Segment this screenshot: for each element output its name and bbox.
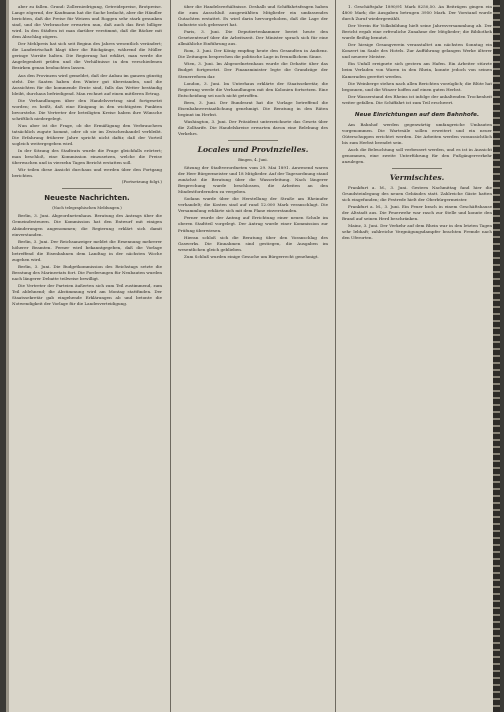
paragraph: Der Verein für Volksbildung hielt seine Jahresversammlung ab. Der Bericht ergab eine erfreuliche Zunahme der Mitglieder; die Bibliothek wurde fleißig benutzt.: [342, 23, 492, 41]
paragraph: Bern, 3. Juni. Der Bundesrat hat die Vorlage betreffend die Eisenbahnverstaatlichung genehmigt. Die Beratung in den Räten beginnt im Herbst.: [178, 99, 328, 117]
divider: [62, 188, 112, 189]
column-2: [178, 4, 328, 708]
continuation-note: (Fortsetzung folgt.): [121, 179, 162, 185]
local-item: Hieran schloß sich die Beratung über den Voranschlag des Gaswerks. Die Einnahmen sind gestiegen, die Ausgaben im wesentlichen gleich geblieben.: [178, 234, 328, 252]
page-binding-edge: [493, 0, 500, 712]
section-heading-news: Neueste Nachrichten.: [44, 194, 130, 203]
paragraph: Am Bahnhof werden gegenwärtig umfangreiche Umbauten vorgenommen. Die Wartesäle sollen erweitert und ein neuer Güterschuppen errichtet werden. Die Arbeiten werden voraussichtlich bis zum Herbst beendet sein.: [342, 121, 492, 145]
paragraph: Der Wasserstand des Rheins ist infolge der anhaltenden Trockenheit weiter gefallen. Die Schiffahrt ist zum Teil erschwert.: [342, 93, 492, 105]
paragraph: Der Mehlpreis hat sich seit Beginn des Jahres wesentlich verändert; die Landwirtschaft klagt über die Rückgänge, während die Müller geringe Vorräte halten. Die Regierung hat erklärt, man werde die Angelegenheit prüfen und die Verhältnisse in den verschiedenen Bezirken genau beobachten lassen.: [12, 41, 162, 71]
section-dateline: Bingen, 4. Juni.: [238, 156, 268, 162]
local-item: Sitzung der Stadtverordneten vom 29. Mai 1891. Anwesend waren der Herr Bürgermeister und 18 Mitglieder. Auf der Tagesordnung stand zunächst die Beratung über die Wasserleitung. Nach längerer Besprechung wurde beschlossen, die Arbeiten an den Mindestfordernden zu vergeben.: [178, 165, 328, 195]
paragraph: Ein Unfall ereignete sich gestern am Hafen. Ein Arbeiter stürzte beim Verladen von Waren in den Rhein, konnte jedoch von seinen Kameraden gerettet werden.: [342, 61, 492, 79]
paragraph: Wir teilen diese Ansicht durchaus und werden über den Fortgang berichten.: [12, 167, 162, 179]
paragraph: Paris, 3. Juni. Die Deputiertenkammer beriet heute den Gesetzentwurf über die Arbeitszeit. Der Minister sprach sich für eine allmähliche Einführung aus.: [178, 29, 328, 47]
paragraph: Auch die Beleuchtung soll verbessert werden, und es ist in Aussicht genommen, eine zweite Unterführung für den Fußgängerverkehr anzulegen.: [342, 146, 492, 165]
paragraph: Nun aber ist die Frage, ob die Ermäßigung den Verbrauchern tatsächlich zugute kommt, oder ob sie im Zwischenhandel verbleibt. Die Erfahrung früherer Jahre spricht nicht dafür, daß der Vorteil sogleich weitergegeben wird.: [12, 122, 162, 147]
section-heading-local: Locales und Provinzielles.: [197, 144, 309, 154]
paragraph: In der Sitzung des Stadtrats wurde die Frage gleichfalls erörtert; man beschloß, eine Kommission einzusetzen, welche die Preise überwachen und in vierzehn Tagen Bericht erstatten soll.: [12, 148, 162, 166]
paragraph: Rom, 3. Juni. Der König empfing heute den Gesandten in Audienz. Die Zeitungen besprechen die politische Lage in freundlichem Sinne.: [178, 48, 328, 60]
local-item: Ferner wurde der Antrag auf Errichtung einer neuen Schule im oberen Stadtteil vorgelegt. Der Antrag wurde einer Kommission zur Prüfung überwiesen.: [178, 215, 328, 233]
news-item: Berlin, 3. Juni. Die Budgetkommission des Reichstags setzte die Beratung des Marineetats fort. Die Forderungen für Neubauten wurden nach längerer Debatte teilweise bewilligt.: [12, 263, 162, 281]
paragraph: Washington, 3. Juni. Der Präsident unterzeichnete das Gesetz über die Zolltarife. Die Handelskreise erwarten davon eine Belebung des Verkehrs.: [178, 118, 328, 136]
news-item: Berlin, 3. Juni. Abgeordnetenhaus. Beratung des Antrags über die Gemeindesteuern. Die Kommission hat den Entwurf mit einigen Abänderungen angenommen; die Regierung erklärt sich damit einverstanden.: [12, 213, 162, 237]
paragraph: aber zu fallen. Grund: Zollerniedrigung, Getreidepreise, Brotpreise. Lange zögernd, der Kaufmann hat die Sache bedacht, aber die Händler berichten, daß die Preise für Weizen und Roggen sehr stark gesunken sind, und die Verbraucher erwarten nun, daß auch das Brot billiger wird. In den Städten ist man darüber verstimmt, daß die Bäcker mit dem Abschlag zögern.: [12, 4, 162, 40]
newspaper-page: [6, 0, 500, 712]
paragraph: London, 3. Juni. Im Unterhaus erklärte der Staatssekretär, die Regierung werde die Verhandlungen mit den Kolonien fortsetzen. Eine Entscheidung sei noch nicht getroffen.: [178, 80, 328, 98]
section-subheading: (Nach telegraphischen Meldungen.): [52, 205, 122, 211]
paragraph: Die Weinberge stehen nach allen Berichten vorzüglich; die Blüte hat begonnen, und die Winzer hoffen auf einen guten Herbst.: [342, 80, 492, 92]
news-item: Die Vertreter der Parteien äußerten sich zum Teil zustimmend, zum Teil ablehnend; die Abstimmung wird am Montag stattfinden. Der Staatssekretär gab eingehende Erklärungen ab und betonte die Notwendigkeit der Vorlage für die Landesverteidigung.: [12, 282, 162, 307]
paragraph: Der hiesige Gesangverein veranstaltet am nächsten Sonntag ein Konzert im Saale des Hotels. Zur Aufführung gelangen Werke älterer und neuerer Meister.: [342, 42, 492, 60]
subsection-heading: Neue Einrichtungen auf dem Bahnhofe.: [354, 111, 480, 118]
column-rule: [170, 0, 171, 712]
paragraph: Die Verhandlungen über den Handelsvertrag sind fortgesetzt worden; es heißt, daß eine Einigung in den wichtigsten Punkten bevorstehe. Die Vertreter der beteiligten Kreise haben ihre Wünsche schriftlich niedergelegt.: [12, 97, 162, 121]
paragraph: Aus den Provinzen wird gemeldet, daß der Anbau im ganzen günstig steht. Die Saaten haben den Winter gut überstanden, und die Aussichten für die kommende Ernte sind, falls das Wetter beständig bleibt, durchaus befriedigend. Man rechnet auf einen mittleren Ertrag.: [12, 72, 162, 96]
news-item: Berlin, 3. Juni. Der Reichsanzeiger meldet die Ernennung mehrerer höherer Beamten. Ferner wird bekanntgegeben, daß die Vorlage betreffend die Eisenbahnen dem Landtag in der nächsten Woche zugehen wird.: [12, 238, 162, 262]
column-1: [12, 4, 162, 708]
paragraph: Wien, 3. Juni. Im Abgeordnetenhaus wurde die Debatte über das Budget fortgesetzt. Der Finanzminister legte die Grundzüge der Steuerreform dar.: [178, 61, 328, 79]
divider: [392, 168, 442, 169]
column-rule: [335, 0, 336, 712]
section-heading-misc: Vermischtes.: [389, 173, 445, 183]
divider: [228, 140, 278, 141]
column-3: [342, 4, 492, 708]
local-item: Sodann wurde über die Herstellung der Straße am Rheinufer verhandelt; die Kosten sind auf rund 12.000 Mark veranschlagt. Die Versammlung erklärte sich mit dem Plane einverstanden.: [178, 196, 328, 214]
page-edge: [6, 0, 9, 712]
misc-item: Frankfurt a. M., 3. Juni. Ein Feuer brach in einem Geschäftshause der Altstadt aus. Die Feuerwehr war rasch zur Stelle und konnte den Brand auf seinen Herd beschränken.: [342, 204, 492, 222]
column-1-top-article: [12, 4, 162, 185]
paragraph: über die Handelsverhältnisse. Deshalb und Schiffahrtsfragen haben die zum Ausschluß ausgewählten Mitglieder ein umfassendes Gutachten erstattet. Es wird darin hervorgehoben, daß die Lage der Industrie sich gebessert hat.: [178, 4, 328, 28]
local-item: Zum Schluß wurden einige Gesuche um Bürgerrecht genehmigt.: [184, 253, 319, 259]
paragraph: 1. Geschäftsjahr 1890/91 Mark 8250,50. An Beiträgen gingen ein 4800 Mark; die Ausgaben betrugen 3950 Mark. Der Vorstand wurde durch Zuruf wiedergewählt.: [342, 4, 492, 22]
misc-item: Mainz, 3. Juni. Der Verkehr auf dem Rhein war in den letzten Tagen sehr lebhaft; zahlreiche Vergnügungsdampfer brachten Fremde nach den Uferorten.: [342, 223, 492, 241]
misc-item: Frankfurt a. M., 3. Juni. Gestern Nachmittag fand hier die Grundsteinlegung des neuen Gebäudes statt. Zahlreiche Gäste hatten sich eingefunden; die Festrede hielt der Oberbürgermeister.: [342, 185, 492, 203]
